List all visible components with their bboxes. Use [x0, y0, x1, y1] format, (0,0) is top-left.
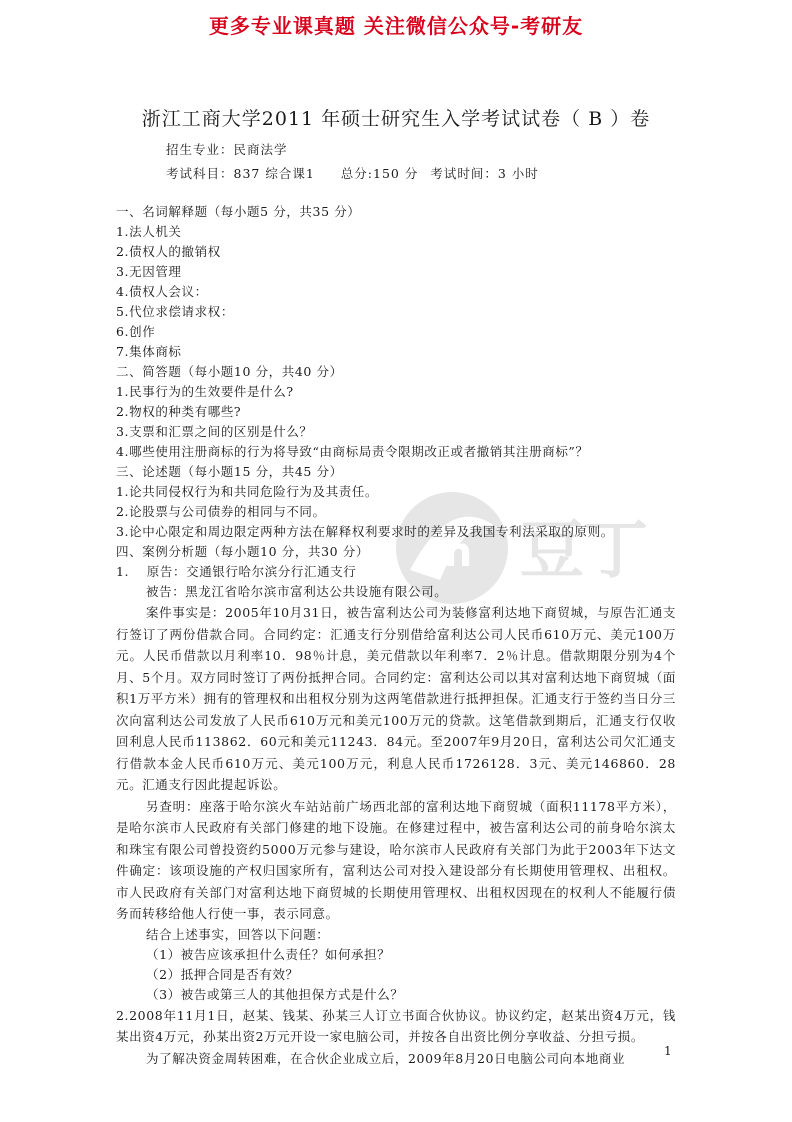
- promo-banner: 更多专业课真题 关注微信公众号-考研友: [208, 14, 584, 38]
- list-item: 6.创作: [116, 324, 156, 339]
- list-item: 3.支票和汇票之间的区别是什么？: [116, 424, 313, 439]
- list-item: 2.物权的种类有哪些?: [116, 404, 242, 419]
- list-item: 7.集体商标: [116, 344, 182, 359]
- exam-major: 招生专业：民商法学: [166, 142, 288, 157]
- list-item: 1.论共同侵权行为和共同危险行为及其责任。: [116, 484, 379, 499]
- section-heading: 一、名词解释题（每小题5 分，共35 分）: [116, 204, 361, 219]
- exam-info-row: [166, 164, 539, 182]
- exam-time: 考试时间：3 小时: [430, 166, 539, 181]
- list-item: 1.民事行为的生效要件是什么?: [116, 384, 294, 399]
- case1-defendant: 被告：黑龙江省哈尔滨市富利达公共设施有限公司。: [146, 584, 448, 599]
- section-heading: 四、案例分析题（每小题10 分，共30 分）: [116, 544, 369, 559]
- case1-question: （1）被告应该承担什么责任？如何承担？: [146, 946, 391, 962]
- svg-text:in: in: [430, 530, 473, 576]
- exam-title: 浙江工商大学2011 年硕士研究生入学考试试卷（ B ）卷: [141, 108, 651, 130]
- page-number: 1: [664, 1044, 672, 1058]
- section-heading: 三、论述题（每小题15 分，共45 分）: [116, 464, 343, 479]
- case1-question: （2）抵押合同是否有效？: [146, 966, 299, 982]
- case2-intro: 2.2008年11月1日，赵某、钱某、孙某三人订立书面合伙协议。协议约定，赵某出资4万元，钱某出资4万元，孙某出资2万元开设一家电脑公司，并按各自出资比例分享收益、分担亏损。: [116, 1007, 676, 1044]
- case1-question-intro: 结合上述事实，回答以下问题：: [146, 926, 330, 942]
- exam-subject: 考试科目：837 综合课1: [166, 166, 315, 181]
- list-item: 2.债权人的撤销权: [116, 244, 221, 259]
- list-item: 3.无因管理: [116, 264, 182, 279]
- list-item: 1.法人机关: [116, 224, 182, 239]
- list-item: 2.论股票与公司债券的相同与不同。: [116, 504, 326, 519]
- list-item: 5.代位求偿请求权：: [116, 304, 234, 319]
- case1-additional-facts: 另查明：座落于哈尔滨火车站站前广场西北部的富利达地下商贸城（面积11178平方米），是哈尔滨市人民政府有关部门修建的地下设施。在修建过程中，被告富利达公司的前身哈尔滨太和珠宝有限公司曾投资约5000万元参与建设，哈尔滨市人民政府有关部门为此于2003年下达文件确定：该项设施的产权归国家所有，富利达公司对投入建设部分有长期使用管理权、出租权。市人民政府有关部门对富利达地下商贸城的长期使用管理权、出租权因现在的权利人不能履行债务而转移给他人行使一事，表示同意。: [116, 798, 676, 921]
- section-heading: 二、简答题（每小题10 分，共40 分）: [116, 364, 343, 379]
- svg-text:豆丁: 豆丁: [520, 514, 648, 588]
- case1-facts: 案件事实是：2005年10月31日，被告富利达公司为装修富利达地下商贸城，与原告汇通支行签订了两份借款合同。合同约定：汇通支行分别借给富利达公司人民币610万元、美元100万元。人民币借款以月利率10．98％计息，美元借款以年利率7．2％计息。借款期限分别为4个月、5个月。双方同时签订了两份抵押合同。合同约定：富利达公司以其对富利达地下商贸城（面积1万平方米）拥有的管理权和出租权分别为这两笔借款进行抵押担保。汇通支行于签约当日分三次向富利达公司发放了人民币610万元和美元100万元的贷款。这笔借款到期后，汇通支行仅收回利息人民币113862．60元和美元11243．84元。至2007年9月20日，富利达公司欠汇通支行借款本金人民币610万元、美元100万元，利息人民币1726128．3元、美元146860．28元。汇通支行因此提起诉讼。: [116, 605, 676, 792]
- list-item: 4.债权人会议：: [116, 284, 208, 299]
- case1-plaintiff: 1. 原告：交通银行哈尔滨分行汇通支行: [116, 564, 357, 579]
- exam-content: [116, 202, 676, 1069]
- exam-total-score: 总分:150 分: [340, 166, 419, 181]
- list-item: 3.论中心限定和周边限定两种方法在解释权利要求时的差异及我国专利法采取的原则。: [116, 524, 614, 539]
- case1-question: （3）被告或第三人的其他担保方式是什么？: [146, 986, 404, 1002]
- case2-continued: 为了解决资金周转困难，在合伙企业成立后，2009年8月20日电脑公司向本地商业: [146, 1050, 626, 1066]
- list-item: 4.哪些使用注册商标的行为将导致“由商标局责令限期改正或者撤销其注册商标”？: [116, 444, 589, 459]
